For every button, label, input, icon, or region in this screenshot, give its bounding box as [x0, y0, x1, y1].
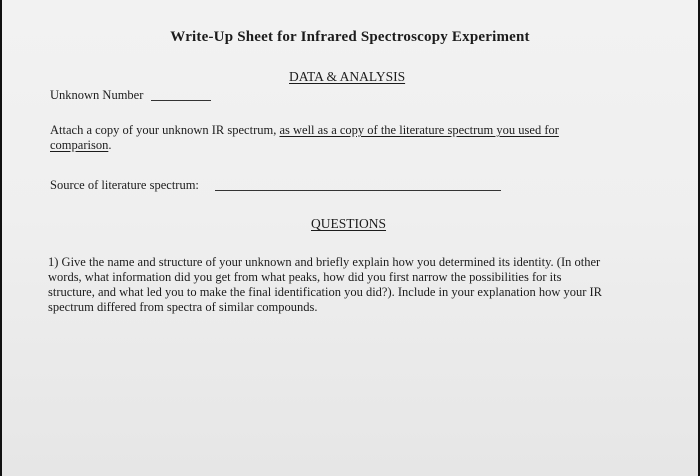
question-1-line: structure, and what led you to make the final identification you did?). Include in your explanation how your IR [48, 285, 603, 299]
unknown-number-label: Unknown Number [50, 88, 144, 102]
question-1-line: words, what information did you get from what peaks, how did you first narrow the possibilities for its [48, 270, 562, 284]
questions-heading: QUESTIONS [311, 216, 387, 231]
unknown-number-blank[interactable] [151, 100, 211, 101]
attach-line-1 [50, 123, 610, 138]
question-1 [48, 255, 654, 315]
attach-plain-text: Attach a copy of your unknown IR spectrum, [50, 123, 280, 137]
page-title: Write-Up Sheet for Infrared Spectroscopy Experiment [170, 29, 530, 45]
attach-comparison-text: comparison [50, 138, 109, 152]
question-1-line: spectrum differed from spectra of similar compounds. [48, 300, 318, 314]
data-analysis-heading: DATA & ANALYSIS [289, 69, 406, 84]
attach-line-2 [50, 138, 610, 153]
source-literature-label: Source of literature spectrum: [50, 178, 199, 192]
attach-instruction [50, 123, 610, 153]
document-page [2, 0, 698, 476]
attach-period: . [108, 138, 112, 152]
question-1-line: 1) Give the name and structure of your unknown and briefly explain how you determined its identity. (In other [48, 255, 601, 269]
attach-underlined-text: as well as a copy of the literature spectrum you used for [279, 123, 559, 137]
source-literature-blank[interactable] [215, 190, 501, 191]
